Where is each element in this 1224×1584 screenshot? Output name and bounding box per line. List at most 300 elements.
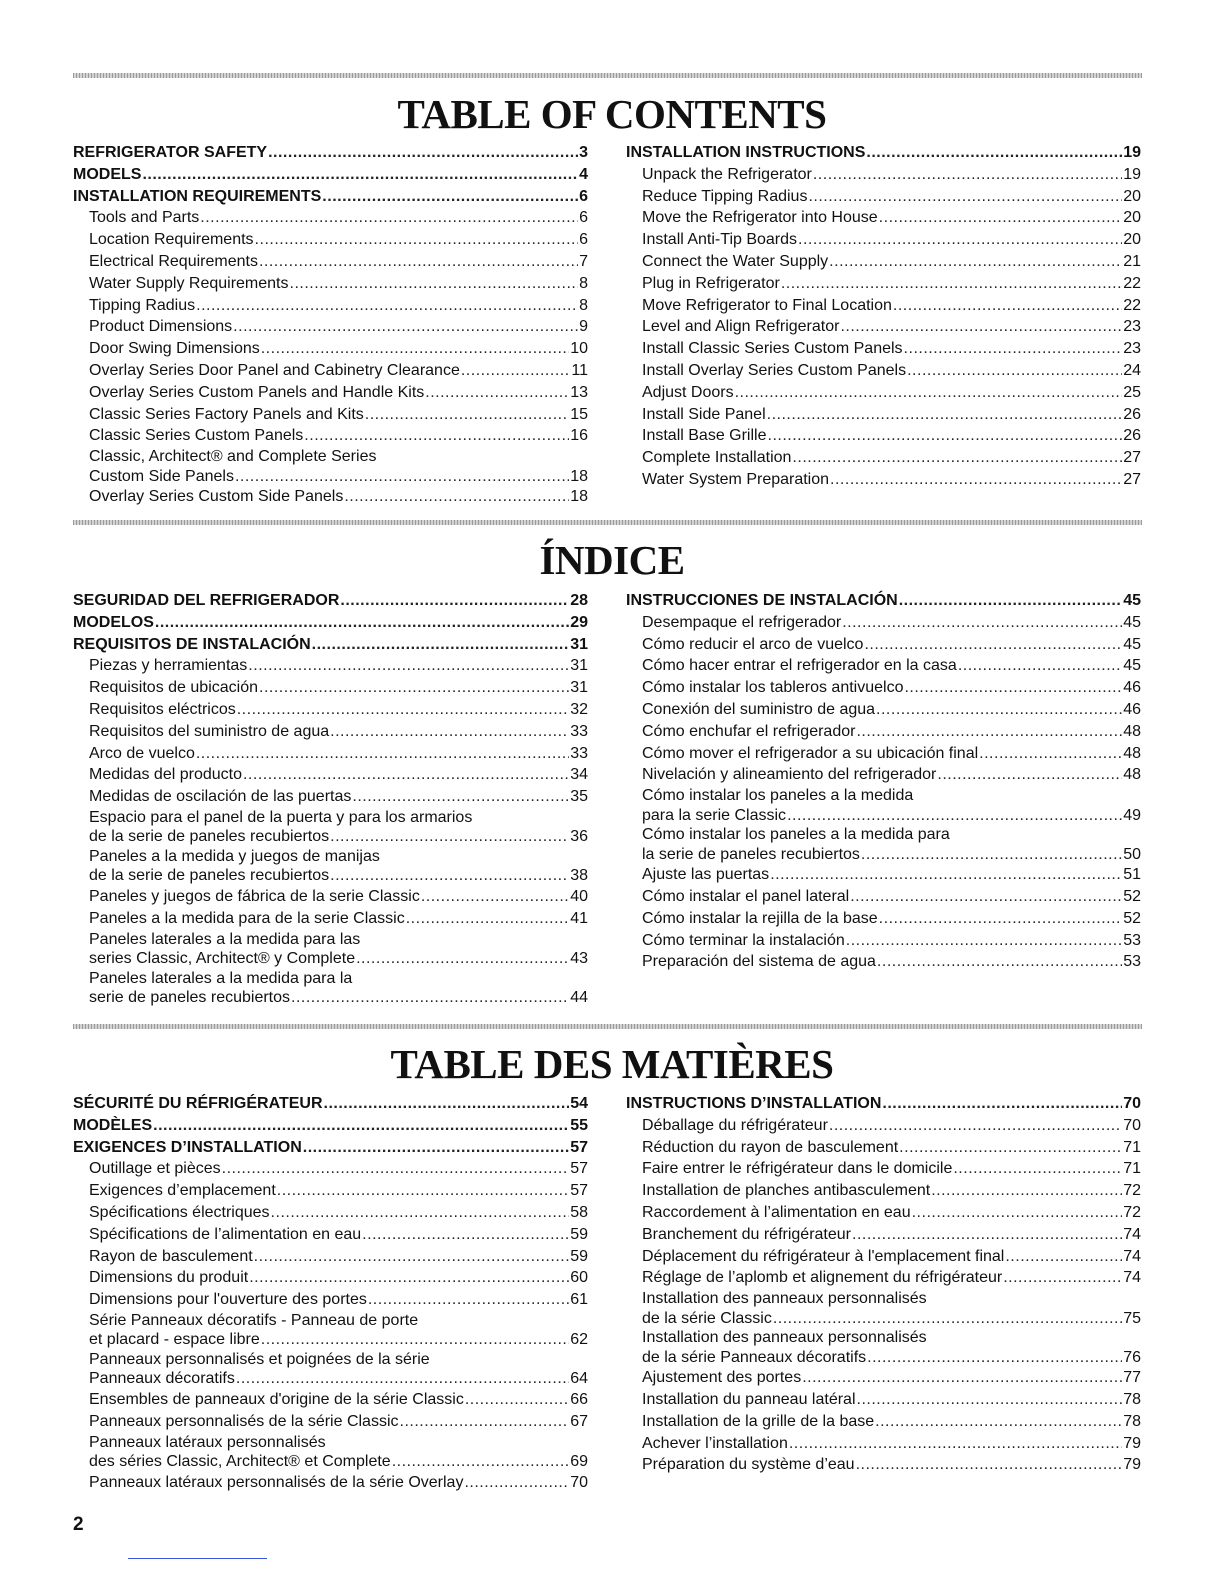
toc-entry[interactable] — [73, 1158, 588, 1180]
toc-entry[interactable] — [73, 142, 588, 164]
toc-page-number: 33 — [570, 722, 588, 740]
toc-entry[interactable] — [73, 425, 588, 447]
toc-entry[interactable] — [73, 786, 588, 808]
dot-leader — [899, 1137, 1122, 1159]
toc-entry[interactable] — [626, 1158, 1141, 1180]
toc-entry[interactable] — [626, 908, 1141, 930]
toc-entry-title: de la serie de paneles recubiertos — [89, 828, 330, 846]
toc-entry-title: Réduction du rayon de basculement — [642, 1138, 899, 1156]
dot-leader — [802, 1367, 1122, 1389]
toc-page-number: 31 — [570, 679, 588, 697]
dot-leader — [254, 1246, 570, 1268]
toc-entry[interactable] — [626, 1367, 1141, 1389]
toc-page-number: 11 — [571, 361, 588, 379]
toc-entry[interactable] — [626, 1180, 1141, 1202]
toc-entry-title: para la serie Classic — [642, 806, 787, 824]
toc-entry[interactable] — [73, 1452, 588, 1472]
toc-entry-title: Ajustement des portes — [642, 1369, 802, 1387]
toc-page-number: 55 — [570, 1116, 588, 1134]
toc-entry[interactable] — [626, 1411, 1141, 1433]
toc-entry[interactable] — [626, 612, 1141, 634]
toc-page-number: 20 — [1123, 187, 1141, 205]
dot-leader — [461, 360, 571, 382]
toc-entry[interactable] — [73, 988, 588, 1008]
toc-entry[interactable] — [73, 1115, 588, 1137]
toc-entry[interactable] — [626, 1454, 1141, 1476]
toc-entry[interactable] — [626, 721, 1141, 743]
toc-entry-title: Medidas de oscilación de las puertas — [89, 788, 352, 806]
toc-page-number: 19 — [1123, 165, 1141, 183]
dot-leader — [259, 251, 578, 273]
toc-entry[interactable] — [626, 382, 1141, 404]
dot-leader — [368, 1289, 569, 1311]
dot-leader — [879, 908, 1123, 930]
toc-entry[interactable] — [626, 447, 1141, 469]
toc-entry[interactable] — [73, 316, 588, 338]
toc-page-number: 6 — [579, 231, 588, 249]
toc-entry[interactable] — [626, 764, 1141, 786]
toc-entry-title: Cómo instalar el panel lateral — [642, 887, 850, 905]
toc-entry-title: Move the Refrigerator into House — [642, 209, 878, 227]
dot-leader — [312, 634, 570, 656]
footer-link-underline — [128, 1558, 267, 1559]
toc-entry[interactable] — [73, 1202, 588, 1224]
toc-entry-title: Panneaux latéraux personnalisés — [89, 1433, 326, 1451]
dot-leader — [882, 1093, 1122, 1115]
toc-entry-title: Faire entrer le réfrigérateur dans le domicile — [642, 1160, 953, 1178]
toc-entry[interactable] — [73, 1330, 588, 1350]
toc-entry[interactable] — [73, 866, 588, 886]
dot-leader — [255, 229, 579, 251]
toc-entry[interactable] — [73, 1224, 588, 1246]
toc-entry[interactable] — [626, 404, 1141, 426]
toc-entry-title: la serie de paneles recubiertos — [642, 845, 860, 863]
dot-leader — [907, 360, 1122, 382]
toc-entry-title: Ensembles de panneaux d'origine de la série Classic — [89, 1390, 464, 1408]
toc-entry-title: Cómo instalar los paneles a la medida — [642, 787, 914, 805]
toc-page-number: 41 — [570, 909, 588, 927]
toc-page-number: 53 — [1123, 953, 1141, 971]
toc-page-number: 52 — [1123, 887, 1141, 905]
toc-entry[interactable] — [73, 1246, 588, 1268]
toc-page-number: 28 — [570, 592, 588, 609]
toc-entry[interactable] — [626, 886, 1141, 908]
toc-entry[interactable] — [73, 338, 588, 360]
toc-page-number: 46 — [1123, 700, 1141, 718]
toc-entry-title: Level and Align Refrigerator — [642, 318, 840, 336]
toc-page-number: 33 — [570, 744, 588, 762]
toc-entry-title: MODELOS — [73, 613, 154, 631]
toc-entry[interactable] — [626, 951, 1141, 973]
toc-entry[interactable] — [626, 634, 1141, 656]
dot-leader — [268, 142, 578, 164]
toc-entry[interactable] — [73, 1093, 588, 1115]
toc-entry[interactable] — [73, 447, 588, 467]
toc-entry-title: Plug in Refrigerator — [642, 274, 780, 292]
toc-entry[interactable] — [626, 806, 1141, 826]
dot-leader — [356, 949, 569, 969]
toc-entry[interactable] — [626, 1433, 1141, 1455]
toc-entry[interactable] — [73, 1389, 588, 1411]
toc-entry-title: Install Anti-Tip Boards — [642, 231, 798, 249]
toc-entry[interactable] — [626, 845, 1141, 865]
dot-leader — [261, 1330, 569, 1350]
toc-entry[interactable] — [73, 164, 588, 186]
dot-leader — [840, 316, 1122, 338]
toc-entry-title: INSTRUCCIONES DE INSTALACIÓN — [626, 592, 898, 609]
dot-leader — [792, 447, 1122, 469]
toc-entry[interactable] — [626, 1309, 1141, 1329]
toc-entry[interactable] — [73, 1311, 588, 1331]
dot-leader — [330, 721, 569, 743]
toc-entry[interactable] — [73, 186, 588, 208]
toc-entry[interactable] — [73, 251, 588, 273]
dot-leader — [271, 1202, 570, 1224]
toc-entry-title: Classic Series Custom Panels — [89, 427, 304, 445]
toc-entry[interactable] — [626, 743, 1141, 765]
dot-leader — [866, 142, 1122, 164]
dot-leader — [912, 1202, 1123, 1224]
toc-entry[interactable] — [626, 786, 1141, 806]
dot-leader — [248, 655, 569, 677]
toc-entry[interactable] — [626, 469, 1141, 491]
toc-entry-title: Install Side Panel — [642, 405, 766, 423]
dot-leader — [904, 338, 1123, 360]
toc-page-number: 46 — [1123, 679, 1141, 697]
toc-page-number: 9 — [579, 318, 588, 336]
dot-leader — [808, 186, 1122, 208]
toc-entry[interactable] — [626, 1202, 1141, 1224]
toc-entry[interactable] — [626, 699, 1141, 721]
dot-leader — [861, 845, 1122, 865]
toc-entry[interactable] — [73, 486, 588, 508]
toc-page-number: 52 — [1123, 909, 1141, 927]
toc-entry[interactable] — [626, 1267, 1141, 1289]
toc-entry[interactable] — [626, 1224, 1141, 1246]
dot-leader — [324, 1093, 570, 1115]
toc-entry-title: Tools and Parts — [89, 209, 200, 227]
section-title-spanish: ÍNDICE — [539, 537, 685, 583]
toc-entry-title: REFRIGERATOR SAFETY — [73, 144, 268, 161]
toc-entry[interactable] — [73, 930, 588, 950]
toc-entry[interactable] — [73, 382, 588, 404]
dot-leader — [904, 677, 1122, 699]
toc-page-number: 45 — [1123, 635, 1141, 653]
toc-entry[interactable] — [626, 590, 1141, 612]
toc-entry-title: Preparación del sistema de agua — [642, 953, 876, 971]
toc-page-number: 59 — [570, 1225, 588, 1243]
toc-entry-title: de la série Classic — [642, 1309, 772, 1327]
toc-entry[interactable] — [626, 142, 1141, 164]
toc-entry-title: Custom Side Panels — [89, 467, 234, 485]
toc-page-number: 26 — [1123, 405, 1141, 423]
toc-page-number: 27 — [1123, 449, 1141, 467]
toc-page-number: 54 — [570, 1095, 588, 1112]
dot-leader — [813, 164, 1122, 186]
toc-page-number: 13 — [570, 383, 588, 401]
dot-leader — [196, 295, 578, 317]
toc-entry-title: Installation de la grille de la base — [642, 1412, 875, 1430]
toc-entry[interactable] — [626, 1348, 1141, 1368]
toc-entry[interactable] — [73, 743, 588, 765]
toc-page-number: 57 — [570, 1138, 588, 1156]
toc-entry[interactable] — [73, 721, 588, 743]
toc-page-number: 22 — [1123, 274, 1141, 292]
dot-leader — [768, 425, 1123, 447]
toc-entry[interactable] — [73, 847, 588, 867]
toc-page-number: 50 — [1123, 845, 1141, 863]
toc-entry[interactable] — [626, 316, 1141, 338]
toc-page-number: 36 — [570, 828, 588, 846]
toc-entry-title: Arco de vuelco — [89, 744, 195, 762]
toc-page-number: 70 — [1123, 1116, 1141, 1134]
dot-leader — [899, 590, 1122, 612]
toc-entry-title: Overlay Series Custom Side Panels — [89, 488, 344, 506]
toc-entry-title: Electrical Requirements — [89, 252, 258, 270]
dot-leader — [243, 764, 569, 786]
toc-page-number: 40 — [570, 887, 588, 905]
toc-entry-title: Espacio para el panel de la puerta y para los armarios — [89, 808, 473, 826]
toc-entry[interactable] — [73, 404, 588, 426]
matieres-column-left — [73, 1093, 588, 1493]
toc-page-number: 22 — [1123, 296, 1141, 314]
toc-entry[interactable] — [73, 634, 588, 656]
toc-entry-title: serie de paneles recubiertos — [89, 989, 291, 1007]
toc-entry-title: Requisitos eléctricos — [89, 700, 236, 718]
toc-entry-title: Conexión del suministro de agua — [642, 700, 876, 718]
toc-entry[interactable] — [626, 251, 1141, 273]
toc-entry-title: Préparation du système d’eau — [642, 1456, 855, 1474]
toc-page-number: 57 — [570, 1160, 588, 1178]
toc-entry-title: Cómo mover el refrigerador a su ubicación final — [642, 744, 979, 762]
toc-entry[interactable] — [73, 764, 588, 786]
toc-entry-title: MODÈLES — [73, 1116, 153, 1134]
toc-entry[interactable] — [626, 1289, 1141, 1309]
toc-entry[interactable] — [73, 295, 588, 317]
dot-leader — [322, 186, 578, 208]
dot-leader — [236, 1369, 569, 1389]
toc-entry[interactable] — [73, 1350, 588, 1370]
toc-entry[interactable] — [73, 886, 588, 908]
toc-entry-title: Exigences d’emplacement — [89, 1182, 276, 1200]
toc-entry-title: SÉCURITÉ DU RÉFRIGÉRATEUR — [73, 1095, 323, 1112]
toc-entry-title: Installation des panneaux personnalisés — [642, 1329, 927, 1347]
dot-leader — [958, 655, 1122, 677]
dot-leader — [850, 886, 1122, 908]
toc-page-number: 76 — [1123, 1348, 1141, 1366]
dot-leader — [953, 1158, 1122, 1180]
toc-entry[interactable] — [626, 825, 1141, 845]
toc-page-number: 35 — [570, 788, 588, 806]
toc-entry[interactable] — [73, 1289, 588, 1311]
toc-page-number: 31 — [570, 657, 588, 675]
dot-leader — [362, 1224, 569, 1246]
toc-page-number: 79 — [1123, 1456, 1141, 1474]
toc-page-number: 51 — [1123, 866, 1141, 884]
toc-page-number: 66 — [570, 1390, 588, 1408]
toc-entry-title: Install Overlay Series Custom Panels — [642, 361, 907, 379]
toc-page-number: 20 — [1123, 209, 1141, 227]
toc-page-number: 72 — [1123, 1203, 1141, 1221]
dot-leader — [846, 930, 1122, 952]
page-number: 2 — [73, 1514, 84, 1535]
toc-page-number: 4 — [579, 165, 588, 183]
toc-entry[interactable] — [73, 590, 588, 612]
toc-entry[interactable] — [73, 207, 588, 229]
toc-page-number: 34 — [570, 766, 588, 784]
toc-page-number: 53 — [1123, 931, 1141, 949]
toc-entry[interactable] — [626, 930, 1141, 952]
toc-entry-title: SEGURIDAD DEL REFRIGERADOR — [73, 592, 340, 609]
toc-entry-title: REQUISITOS DE INSTALACIÓN — [73, 635, 311, 653]
toc-page-number: 21 — [1123, 252, 1141, 270]
section-divider — [73, 1024, 1142, 1029]
toc-page-number: 44 — [570, 989, 588, 1007]
toc-entry[interactable] — [73, 1369, 588, 1389]
toc-entry[interactable] — [73, 808, 588, 828]
section-divider — [73, 520, 1142, 525]
toc-page-number: 69 — [570, 1453, 588, 1471]
matieres-column-right — [626, 1093, 1141, 1476]
dot-leader — [277, 1180, 569, 1202]
toc-entry[interactable] — [73, 467, 588, 487]
toc-page-number: 59 — [570, 1247, 588, 1265]
toc-entry-title: Spécifications de l’alimentation en eau — [89, 1225, 362, 1243]
toc-entry-title: Cómo hacer entrar el refrigerador en la casa — [642, 657, 957, 675]
toc-entry-title: et placard - espace libre — [89, 1331, 260, 1349]
toc-entry[interactable] — [73, 949, 588, 969]
toc-entry[interactable] — [73, 969, 588, 989]
toc-page-number: 24 — [1123, 361, 1141, 379]
toc-entry-title: Overlay Series Custom Panels and Handle Kits — [89, 383, 425, 401]
toc-page-number: 20 — [1123, 231, 1141, 249]
toc-entry-title: Complete Installation — [642, 449, 792, 467]
toc-entry[interactable] — [73, 827, 588, 847]
dot-leader — [937, 764, 1122, 786]
toc-entry[interactable] — [626, 1093, 1141, 1115]
toc-entry[interactable] — [626, 295, 1141, 317]
toc-page-number: 71 — [1123, 1138, 1141, 1156]
toc-entry[interactable] — [626, 677, 1141, 699]
toc-entry[interactable] — [73, 1411, 588, 1433]
toc-entry[interactable] — [626, 425, 1141, 447]
toc-entry[interactable] — [73, 655, 588, 677]
toc-entry[interactable] — [626, 1246, 1141, 1268]
toc-page-number: 18 — [570, 488, 588, 506]
toc-page-number: 64 — [570, 1370, 588, 1388]
toc-entry[interactable] — [73, 1433, 588, 1453]
dot-leader — [773, 1309, 1122, 1329]
dot-leader — [931, 1180, 1122, 1202]
section-divider — [73, 73, 1142, 78]
toc-entry[interactable] — [73, 1180, 588, 1202]
toc-entry[interactable] — [626, 1115, 1141, 1137]
toc-entry-title: Water System Preparation — [642, 470, 830, 488]
dot-leader — [153, 1115, 569, 1137]
toc-page-number: 77 — [1123, 1369, 1141, 1387]
toc-page-number: 8 — [579, 274, 588, 292]
dot-leader — [344, 486, 569, 508]
dot-leader — [770, 864, 1122, 886]
toc-entry-title: Dimensions du produit — [89, 1269, 249, 1287]
toc-entry-title: Requisitos de ubicación — [89, 679, 258, 697]
toc-page-number: 78 — [1123, 1390, 1141, 1408]
toc-column-right — [626, 142, 1141, 491]
toc-entry[interactable] — [626, 273, 1141, 295]
dot-leader — [237, 699, 569, 721]
toc-page-number: 29 — [570, 613, 588, 631]
toc-page-number: 71 — [1123, 1160, 1141, 1178]
toc-entry[interactable] — [626, 360, 1141, 382]
toc-entry-title: Unpack the Refrigerator — [642, 165, 812, 183]
toc-entry[interactable] — [626, 338, 1141, 360]
toc-entry-title: Install Base Grille — [642, 427, 767, 445]
toc-entry-title: Panneaux décoratifs — [89, 1370, 235, 1388]
toc-page-number: 48 — [1123, 744, 1141, 762]
toc-page-number: 32 — [570, 700, 588, 718]
toc-entry[interactable] — [626, 864, 1141, 886]
toc-page-number: 18 — [570, 467, 588, 485]
toc-entry-title: Install Classic Series Custom Panels — [642, 340, 903, 358]
toc-page-number: 26 — [1123, 427, 1141, 445]
toc-entry[interactable] — [626, 164, 1141, 186]
toc-entry-title: Réglage de l’aplomb et alignement du réfrigérateur — [642, 1269, 1003, 1287]
toc-entry[interactable] — [73, 677, 588, 699]
toc-entry[interactable] — [73, 229, 588, 251]
toc-page-number: 16 — [570, 427, 588, 445]
toc-entry[interactable] — [73, 612, 588, 634]
dot-leader — [857, 1389, 1123, 1411]
toc-entry[interactable] — [626, 207, 1141, 229]
toc-page-number: 74 — [1123, 1225, 1141, 1243]
toc-entry[interactable] — [626, 229, 1141, 251]
toc-entry[interactable] — [73, 1472, 588, 1494]
toc-entry[interactable] — [73, 360, 588, 382]
toc-entry-title: Rayon de basculement — [89, 1247, 253, 1265]
toc-entry[interactable] — [73, 273, 588, 295]
toc-page-number: 45 — [1123, 657, 1141, 675]
toc-page-number: 31 — [570, 635, 588, 653]
toc-entry-title: Spécifications électriques — [89, 1203, 270, 1221]
toc-entry[interactable] — [73, 1137, 588, 1159]
toc-page-number: 27 — [1123, 470, 1141, 488]
toc-entry[interactable] — [73, 908, 588, 930]
dot-leader — [233, 316, 578, 338]
toc-entry[interactable] — [73, 1267, 588, 1289]
dot-leader — [829, 1115, 1122, 1137]
toc-entry[interactable] — [626, 1389, 1141, 1411]
toc-entry-title: Raccordement à l’alimentation en eau — [642, 1203, 911, 1221]
dot-leader — [735, 382, 1123, 404]
toc-entry-title: Move Refrigerator to Final Location — [642, 296, 892, 314]
toc-entry-title: Cómo instalar la rejilla de la base — [642, 909, 878, 927]
toc-page-number: 7 — [579, 252, 588, 270]
toc-entry[interactable] — [626, 655, 1141, 677]
toc-entry[interactable] — [626, 186, 1141, 208]
toc-entry[interactable] — [626, 1137, 1141, 1159]
toc-entry-title: Cómo reducir el arco de vuelco — [642, 635, 864, 653]
dot-leader — [767, 404, 1123, 426]
toc-page-number: 6 — [579, 187, 588, 205]
section-title-french: TABLE DES MATIÈRES — [390, 1041, 834, 1087]
toc-entry[interactable] — [73, 699, 588, 721]
toc-entry[interactable] — [626, 1328, 1141, 1348]
toc-entry-title: INSTALLATION INSTRUCTIONS — [626, 144, 866, 161]
toc-entry-title: Cómo terminar la instalación — [642, 931, 845, 949]
dot-leader — [875, 1411, 1122, 1433]
toc-page-number: 15 — [570, 405, 588, 423]
toc-entry-title: Déplacement du réfrigérateur à l'emplacement final — [642, 1247, 1005, 1265]
